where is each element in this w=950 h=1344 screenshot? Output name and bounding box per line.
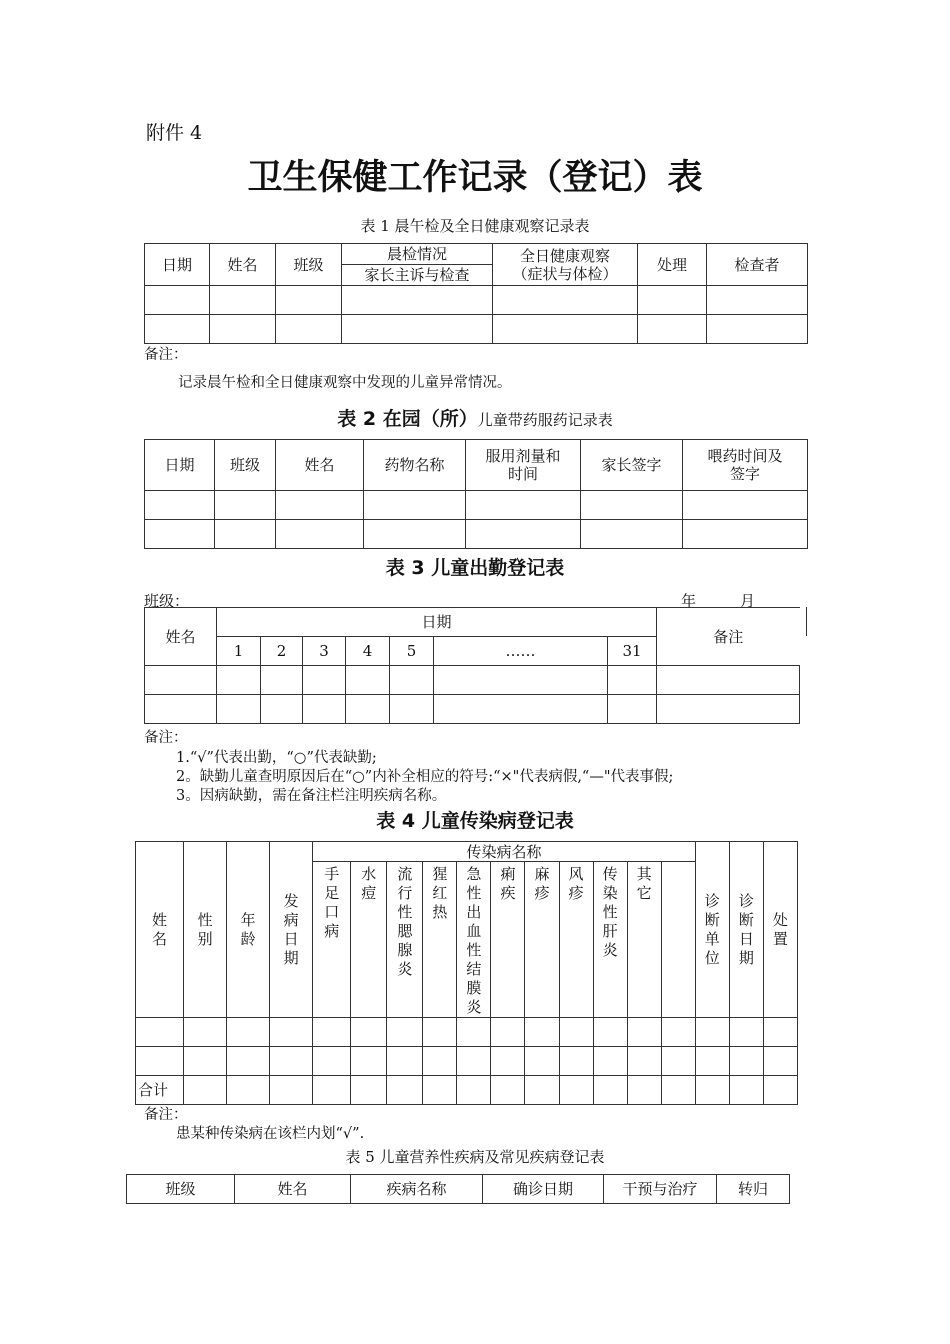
t3-header-name: 姓名	[145, 608, 217, 666]
table-row	[145, 286, 808, 315]
t1-header-class: 班级	[276, 244, 342, 286]
t4-header-disease-group: 传染病名称	[313, 842, 696, 862]
t2-header-dose: 服用剂量和 时间	[466, 440, 581, 491]
t4-total-label: 合计	[136, 1076, 184, 1105]
t1-header-handle: 处理	[638, 244, 707, 286]
t2-header-class: 班级	[215, 440, 276, 491]
t3-note-1: 1.“√”代表出勤，“○”代表缺勤;	[176, 750, 377, 766]
t2-caption-rest: 儿童带药服药记录表	[477, 411, 613, 429]
t3-day: 4	[346, 637, 390, 666]
table-row	[136, 1047, 798, 1076]
t5-header-outcome: 转归	[717, 1175, 790, 1204]
t2-header-drug: 药物名称	[364, 440, 466, 491]
t2-caption-bold: 表 2 在园（所）	[337, 408, 478, 430]
t1-header-date: 日期	[145, 244, 210, 286]
t4-header-name: 姓名	[136, 842, 184, 1018]
t1-header-checker: 检查者	[707, 244, 808, 286]
t3-day: 5	[390, 637, 434, 666]
table2-medication	[144, 439, 808, 549]
t2-header-date: 日期	[145, 440, 215, 491]
table-row-total	[136, 1076, 798, 1105]
t3-month-label: 月	[740, 592, 756, 610]
table5-nutrition	[126, 1174, 790, 1204]
t4-disease: 水痘	[351, 862, 387, 1018]
t3-day: 2	[261, 637, 303, 666]
t1-remark: 记录晨午检和全日健康观察中发现的儿童异常情况。	[178, 375, 512, 391]
t4-remark: 患某种传染病在该栏内划“√”.	[176, 1126, 365, 1142]
attachment-label: 附件 4	[146, 122, 203, 144]
t3-year-label: 年	[681, 592, 697, 610]
t4-disease: 急性出血性结膜炎	[457, 862, 491, 1018]
table4-caption: 表 4 儿童传染病登记表	[376, 810, 574, 832]
t4-header-diag-date: 诊断日期	[729, 842, 763, 1018]
t5-header-diag-date: 确诊日期	[483, 1175, 604, 1204]
table-row	[145, 666, 800, 695]
t3-class-label: 班级：	[144, 592, 190, 610]
t1-remark-label: 备注：	[144, 347, 188, 363]
table2-caption	[0, 404, 950, 431]
page-title: 卫生保健工作记录（登记）表	[247, 158, 703, 198]
t3-header-date: 日期	[217, 608, 657, 637]
t3-day: 3	[303, 637, 346, 666]
t1-header-check-sub: 家长主诉与检查	[342, 265, 493, 286]
t4-header-age: 年龄	[227, 842, 270, 1018]
t4-header-treat: 处置	[763, 842, 797, 1018]
t4-header-onset: 发病日期	[270, 842, 313, 1018]
t4-disease: 其它	[627, 862, 661, 1018]
t1-header-check: 晨检情况	[342, 244, 493, 265]
t2-header-feed-time: 喂药时间及 签字	[683, 440, 808, 491]
t3-day: ……	[434, 637, 608, 666]
t3-header-remark: 备注	[657, 608, 800, 666]
t4-remark-label: 备注：	[144, 1107, 188, 1123]
t4-disease: 流行性腮腺炎	[387, 862, 423, 1018]
t4-disease: 猩红热	[423, 862, 457, 1018]
table5-caption: 表 5 儿童营养性疾病及常见疾病登记表	[345, 1148, 605, 1166]
t4-disease: 手足口病	[313, 862, 351, 1018]
table4-infectious	[135, 841, 798, 1105]
table-row	[145, 491, 808, 520]
t3-day: 1	[217, 637, 261, 666]
t5-header-class: 班级	[127, 1175, 235, 1204]
t4-disease: 传染性肝炎	[593, 862, 627, 1018]
t3-note-3: 3。因病缺勤，需在备注栏注明疾病名称。	[176, 788, 447, 804]
t4-disease-blank	[661, 862, 695, 1018]
table1-morning-check	[144, 243, 808, 344]
t5-header-name: 姓名	[235, 1175, 351, 1204]
t5-header-disease: 疾病名称	[351, 1175, 483, 1204]
t4-disease: 麻疹	[525, 862, 559, 1018]
table1-caption: 表 1 晨午检及全日健康观察记录表	[360, 217, 590, 235]
t3-remark-label: 备注：	[144, 730, 188, 746]
t3-note-2: 2。缺勤儿童查明原因后在“○”内补全相应的符号:“×"代表病假,“—"代表事假;	[176, 769, 674, 785]
t4-disease: 风疹	[559, 862, 593, 1018]
table-row	[136, 1018, 798, 1047]
table-row	[145, 520, 808, 549]
table-row	[145, 695, 800, 724]
table3-attendance	[144, 607, 800, 724]
t2-header-name: 姓名	[276, 440, 364, 491]
t5-header-treatment: 干预与治疗	[604, 1175, 717, 1204]
t1-header-name: 姓名	[210, 244, 276, 286]
t3-day: 31	[608, 637, 657, 666]
t4-header-sex: 性别	[184, 842, 227, 1018]
t4-header-unit: 诊断单位	[695, 842, 729, 1018]
t2-header-parent-sign: 家长签字	[581, 440, 683, 491]
t3-border-stub	[806, 607, 807, 636]
table3-caption: 表 3 儿童出勤登记表	[385, 557, 565, 579]
t1-header-observation: 全日健康观察 （症状与体检）	[493, 244, 638, 286]
table-row	[145, 315, 808, 344]
t4-disease: 痢疾	[491, 862, 525, 1018]
